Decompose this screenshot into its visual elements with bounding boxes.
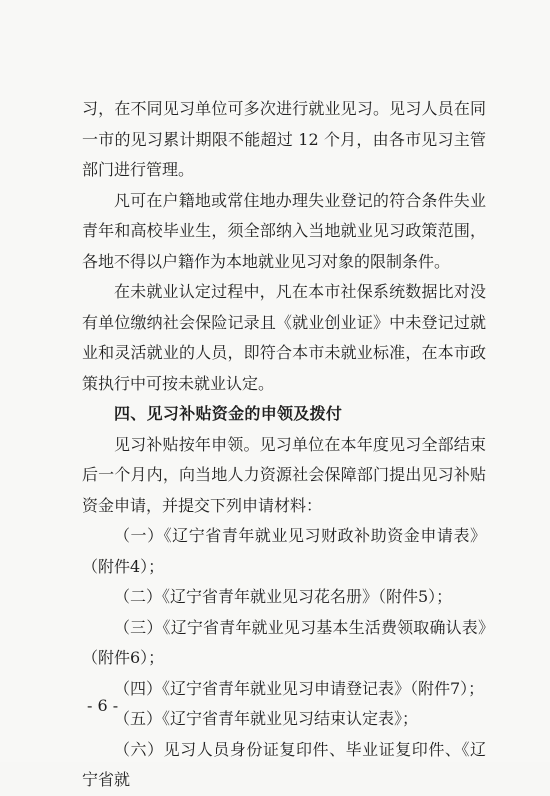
paragraph-continuation: 习，在不同见习单位可多次进行就业见习。见习人员在同一市的见习累计期限不能超过 12 个月，由各市见习主管部门进行管理。 (82, 99, 486, 179)
section-heading-subsidy: 四、见习补贴资金的申领及拨付 (114, 404, 343, 423)
list-item-completion-form: （五）《辽宁省青年就业见习结束认定表》； (114, 709, 419, 728)
list-item-attachment-5: （二）《辽宁省青年就业见习花名册》（附件5）； (114, 587, 453, 606)
list-item-id-copies: （六）见习人员身份证复印件、毕业证复印件、《辽宁省就 (82, 739, 486, 789)
paragraph-household-registration: 凡可在户籍地或常住地办理失业登记的符合条件失业青年和高校毕业生，须全部纳入当地就业见习政策范围，各地不得以户籍作为本地就业见习对象的限制条件。 (82, 190, 486, 271)
document-body (82, 94, 486, 796)
list-item-attachment-7: （四）《辽宁省青年就业见习申请登记表》（附件7）； (114, 678, 485, 698)
paragraph-subsidy-application: 见习补贴按年申领。见习单位在本年度见习全部结束后一个月内，向当地人力资源社会保障部门提出见习补贴资金申请，并提交下列申请材料： (82, 434, 486, 515)
page-number: - 6 - (87, 696, 119, 715)
paragraph-unemployment-recognition: 在未就业认定过程中，凡在本市社保系统数据比对没有单位缴纳社会保险记录且《就业创业证》中未登记过就业和灵活就业的人员，即符合本市未就业标准，在本市政策执行中可按未就业认定。 (82, 282, 486, 393)
list-item-attachment-4: （一）《辽宁省青年就业见习财政补助资金申请表》（附件4）； (82, 526, 486, 576)
list-item-attachment-6: （三）《辽宁省青年就业见习基本生活费领取确认表》（附件6）； (82, 617, 486, 667)
